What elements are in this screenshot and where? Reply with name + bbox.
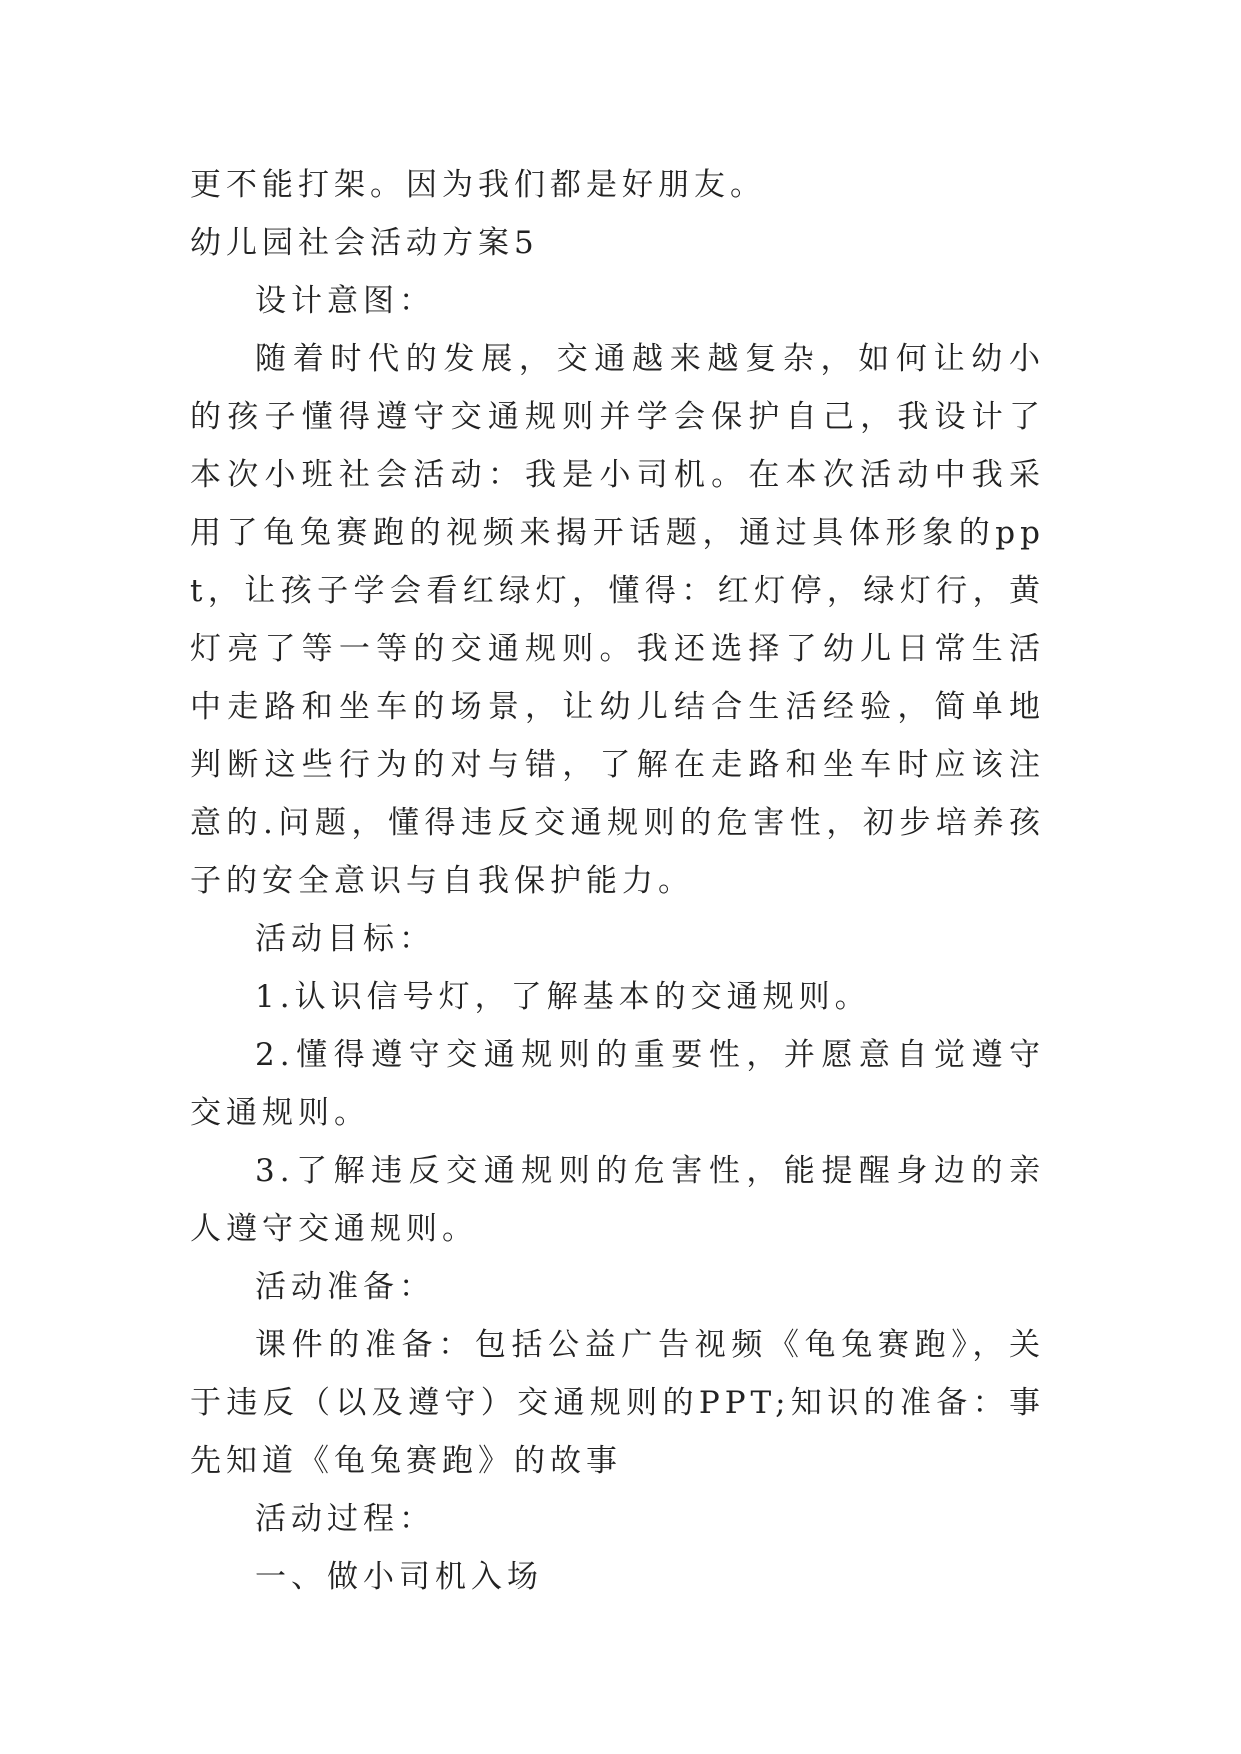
heading-design-intent: 设计意图： — [255, 283, 435, 319]
paragraph-design-intent: 随着时代的发展，交通越来越复杂，如何让幼小的孩子懂得遵守交通规则并学会保护自己，我设计了本次小班社会活动：我是小司机。在本次活动中我采用了龟兔赛跑的视频来揭开话题，通过具体形象的ppt，让孩子学会看红绿灯，懂得：红灯停，绿灯行，黄灯亮了等一等的交通规则。我还选择了幼儿日常生活中走路和坐车的场景，让幼儿结合生活经验，简单地判断这些行为的对与错，了解在走路和坐车时应该注意的.问题，懂得违反交通规则的危害性，初步培养孩子的安全意识与自我保护能力。 — [190, 341, 1045, 899]
heading-activity-preparation: 活动准备： — [255, 1269, 435, 1305]
section-title: 幼儿园社会活动方案5 — [190, 225, 539, 261]
heading-activity-process: 活动过程： — [255, 1501, 435, 1537]
paragraph-preparation: 课件的准备：包括公益广告视频《龟兔赛跑》，关于违反（以及遵守）交通规则的PPT;知识的准备：事先知道《龟兔赛跑》的故事 — [190, 1327, 1045, 1479]
paragraph-continuation: 更不能打架。因为我们都是好朋友。 — [190, 167, 766, 203]
goal-item-3: 3.了解违反交通规则的危害性，能提醒身边的亲人遵守交通规则。 — [190, 1153, 1045, 1247]
heading-activity-goals: 活动目标： — [255, 921, 435, 957]
document-body — [190, 156, 1045, 1606]
process-step-1: 一、做小司机入场 — [255, 1559, 543, 1595]
goal-item-2: 2.懂得遵守交通规则的重要性，并愿意自觉遵守交通规则。 — [190, 1037, 1045, 1131]
goal-item-1: 1.认识信号灯，了解基本的交通规则。 — [255, 979, 871, 1015]
